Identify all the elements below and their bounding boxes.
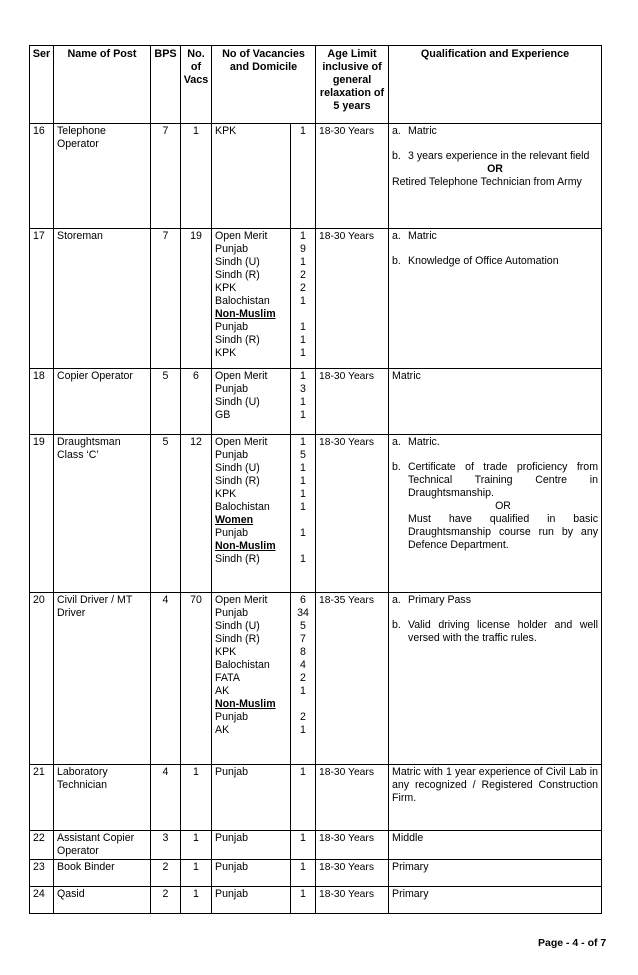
table-row <box>30 887 602 914</box>
table-row <box>30 369 602 435</box>
domicile-name: GB <box>215 409 231 421</box>
qualification-alternative: Must have qualified in basic Draughtsmanship course run by any Defence Department. <box>408 513 599 551</box>
row-ser: 19 <box>30 435 54 593</box>
domicile-count: 1 <box>300 501 306 513</box>
header-qualification: Qualification and Experience <box>389 46 602 124</box>
row-age-limit: 18-30 Years <box>316 860 389 887</box>
qualification-item-text: 3 years experience in the relevant field <box>408 150 590 162</box>
row-vacs: 1 <box>181 860 212 887</box>
table-header-row <box>30 46 602 124</box>
qualification-item-label: a. <box>392 436 401 448</box>
domicile-count: 9 <box>300 243 306 255</box>
header-ser: Ser <box>30 46 54 124</box>
domicile-count: 1 <box>300 295 306 307</box>
qualification-item <box>392 461 598 500</box>
domicile-name: AK <box>215 724 230 736</box>
row-vacs: 6 <box>181 369 212 435</box>
domicile-count <box>294 514 312 527</box>
row-qualification <box>389 860 602 887</box>
row-domicile-list <box>212 435 291 593</box>
row-post-name: Qasid <box>54 887 151 914</box>
domicile-count: 2 <box>300 282 306 294</box>
table-row <box>30 124 602 229</box>
row-post-name: Telephone Operator <box>54 124 151 229</box>
qualification-item-label: b. <box>392 255 401 267</box>
domicile-name: Punjab <box>215 888 248 900</box>
domicile-count: 7 <box>300 633 306 645</box>
domicile-name: Open Merit <box>215 230 268 242</box>
domicile-name: Open Merit <box>215 370 268 382</box>
row-qualification <box>389 229 602 369</box>
qualification-item-label: a. <box>392 230 401 242</box>
domicile-name: Sindh (U) <box>215 620 260 632</box>
row-vacs: 1 <box>181 887 212 914</box>
domicile-count: 1 <box>300 527 306 539</box>
qualification-item-text: Primary Pass <box>408 594 471 606</box>
row-domicile-counts <box>291 765 316 831</box>
domicile-count: 1 <box>300 462 306 474</box>
row-ser: 21 <box>30 765 54 831</box>
qualification-item-text: Matric <box>408 125 437 137</box>
domicile-name: Punjab <box>215 711 248 723</box>
row-bps: 7 <box>151 124 181 229</box>
qualification-text: Middle <box>392 832 424 844</box>
domicile-name: Balochistan <box>215 659 270 671</box>
row-post-name: Assistant Copier Operator <box>54 831 151 860</box>
domicile-category-heading: Non-Muslim <box>215 698 276 710</box>
domicile-name: Sindh (U) <box>215 396 260 408</box>
qualification-item <box>392 230 598 243</box>
qualification-text: Primary <box>392 861 429 873</box>
row-post-name: Laboratory Technician <box>54 765 151 831</box>
domicile-count: 1 <box>300 256 306 268</box>
domicile-count: 1 <box>300 334 306 346</box>
row-age-limit: 18-30 Years <box>316 831 389 860</box>
row-domicile-list <box>212 369 291 435</box>
qualification-item <box>392 619 598 645</box>
row-domicile-counts <box>291 887 316 914</box>
domicile-count: 2 <box>300 711 306 723</box>
domicile-count: 1 <box>300 409 306 421</box>
domicile-name: Punjab <box>215 861 248 873</box>
domicile-category-heading: Women <box>215 514 254 526</box>
row-vacs: 19 <box>181 229 212 369</box>
domicile-name: KPK <box>215 347 237 359</box>
header-vacancies-domicile: No of Vacancies and Domicile <box>212 46 316 124</box>
row-post-name: Draughtsman Class ‘C’ <box>54 435 151 593</box>
row-domicile-counts <box>291 124 316 229</box>
row-bps: 2 <box>151 887 181 914</box>
row-age-limit: 18-30 Years <box>316 124 389 229</box>
domicile-name: Punjab <box>215 832 248 844</box>
row-ser: 17 <box>30 229 54 369</box>
qualification-alternative: Retired Telephone Technician from Army <box>392 176 582 188</box>
qualification-item <box>392 125 598 138</box>
qualification-item-label: b. <box>392 461 401 473</box>
page-number: Page - 4 - of 7 <box>538 937 607 949</box>
row-bps: 4 <box>151 765 181 831</box>
row-ser: 24 <box>30 887 54 914</box>
qualification-or-separator: OR <box>487 163 503 175</box>
qualification-item-text: Valid driving license holder and well versed with the traffic rules. <box>408 619 599 644</box>
qualification-item-label: b. <box>392 150 401 162</box>
row-domicile-counts <box>291 369 316 435</box>
row-vacs: 70 <box>181 593 212 765</box>
qualification-item <box>392 255 598 268</box>
row-domicile-counts <box>291 229 316 369</box>
row-post-name: Storeman <box>54 229 151 369</box>
domicile-name: Punjab <box>215 527 248 539</box>
qualification-item-label: b. <box>392 619 401 631</box>
table-row <box>30 593 602 765</box>
row-domicile-counts <box>291 860 316 887</box>
domicile-name: Open Merit <box>215 436 268 448</box>
row-qualification <box>389 435 602 593</box>
row-domicile-counts <box>291 435 316 593</box>
domicile-count: 34 <box>297 607 309 619</box>
qualification-item-text: Certificate of trade proficiency from Technical Training Centre in Draughtsmanship. <box>408 461 599 499</box>
row-bps: 5 <box>151 369 181 435</box>
row-age-limit: 18-30 Years <box>316 229 389 369</box>
domicile-count: 2 <box>300 269 306 281</box>
domicile-count: 1 <box>300 553 306 565</box>
row-ser: 18 <box>30 369 54 435</box>
row-bps: 7 <box>151 229 181 369</box>
table-row <box>30 765 602 831</box>
row-domicile-list <box>212 887 291 914</box>
qualification-item-text: Matric <box>408 230 437 242</box>
row-domicile-counts <box>291 831 316 860</box>
domicile-count <box>294 540 312 553</box>
qualification-item <box>392 594 598 607</box>
qualification-text: Primary <box>392 888 429 900</box>
row-qualification <box>389 124 602 229</box>
domicile-name: Sindh (U) <box>215 256 260 268</box>
table-row <box>30 229 602 369</box>
domicile-name: AK <box>215 685 230 697</box>
qualification-item-label: a. <box>392 594 401 606</box>
table-row <box>30 435 602 593</box>
domicile-name: Balochistan <box>215 501 270 513</box>
domicile-count <box>294 308 312 321</box>
row-bps: 2 <box>151 860 181 887</box>
document-page <box>29 45 602 914</box>
domicile-name: Sindh (R) <box>215 334 260 346</box>
row-vacs: 1 <box>181 831 212 860</box>
domicile-count: 1 <box>300 347 306 359</box>
domicile-count: 1 <box>300 888 306 900</box>
domicile-name: Sindh (U) <box>215 462 260 474</box>
domicile-count <box>294 698 312 711</box>
domicile-count: 1 <box>300 396 306 408</box>
domicile-name: KPK <box>215 282 237 294</box>
domicile-count: 1 <box>300 475 306 487</box>
domicile-name: Punjab <box>215 449 248 461</box>
row-domicile-list <box>212 593 291 765</box>
row-ser: 20 <box>30 593 54 765</box>
domicile-name: Punjab <box>215 321 248 333</box>
row-qualification <box>389 369 602 435</box>
row-age-limit: 18-30 Years <box>316 887 389 914</box>
row-qualification <box>389 887 602 914</box>
domicile-count: 1 <box>300 832 306 844</box>
row-post-name: Civil Driver / MT Driver <box>54 593 151 765</box>
row-vacs: 1 <box>181 124 212 229</box>
domicile-category-heading: Non-Muslim <box>215 308 276 320</box>
domicile-name: Punjab <box>215 243 248 255</box>
row-domicile-list <box>212 124 291 229</box>
domicile-count: 5 <box>300 620 306 632</box>
domicile-category-heading: Non-Muslim <box>215 540 276 552</box>
domicile-name: Open Merit <box>215 594 268 606</box>
domicile-count: 1 <box>300 436 306 448</box>
qualification-text: Matric <box>392 370 421 382</box>
qualification-or-separator: OR <box>495 500 511 512</box>
row-domicile-list <box>212 765 291 831</box>
domicile-count: 1 <box>300 321 306 333</box>
table-row <box>30 860 602 887</box>
domicile-count: 1 <box>300 230 306 242</box>
row-vacs: 12 <box>181 435 212 593</box>
qualification-item <box>392 150 598 163</box>
domicile-count: 1 <box>300 861 306 873</box>
domicile-name: Sindh (R) <box>215 269 260 281</box>
header-age-limit: Age Limit inclusive of general relaxation of 5 years <box>316 46 389 124</box>
row-domicile-counts <box>291 593 316 765</box>
domicile-name: KPK <box>215 488 237 500</box>
row-age-limit: 18-30 Years <box>316 435 389 593</box>
domicile-name: Sindh (R) <box>215 475 260 487</box>
row-qualification <box>389 831 602 860</box>
table-row <box>30 831 602 860</box>
domicile-count: 6 <box>300 594 306 606</box>
qualification-item <box>392 436 598 449</box>
domicile-count: 1 <box>300 685 306 697</box>
row-ser: 23 <box>30 860 54 887</box>
row-domicile-list <box>212 831 291 860</box>
domicile-name: KPK <box>215 646 237 658</box>
header-bps: BPS <box>151 46 181 124</box>
domicile-count: 1 <box>300 125 306 137</box>
domicile-count: 1 <box>300 488 306 500</box>
row-domicile-list <box>212 860 291 887</box>
row-bps: 4 <box>151 593 181 765</box>
row-vacs: 1 <box>181 765 212 831</box>
domicile-name: FATA <box>215 672 240 684</box>
row-age-limit: 18-30 Years <box>316 369 389 435</box>
domicile-count: 4 <box>300 659 306 671</box>
qualification-item-text: Matric. <box>408 436 440 448</box>
domicile-name: Punjab <box>215 766 248 778</box>
header-no-of-vacs: No. of Vacs <box>181 46 212 124</box>
domicile-count: 1 <box>300 766 306 778</box>
domicile-name: KPK <box>215 125 237 137</box>
row-post-name: Book Binder <box>54 860 151 887</box>
row-qualification <box>389 765 602 831</box>
row-bps: 5 <box>151 435 181 593</box>
row-domicile-list <box>212 229 291 369</box>
domicile-name: Punjab <box>215 607 248 619</box>
domicile-count: 2 <box>300 672 306 684</box>
row-age-limit: 18-35 Years <box>316 593 389 765</box>
row-bps: 3 <box>151 831 181 860</box>
domicile-name: Sindh (R) <box>215 553 260 565</box>
domicile-count: 1 <box>300 724 306 736</box>
row-post-name: Copier Operator <box>54 369 151 435</box>
qualification-item-label: a. <box>392 125 401 137</box>
domicile-count: 1 <box>300 370 306 382</box>
domicile-name: Sindh (R) <box>215 633 260 645</box>
domicile-count: 8 <box>300 646 306 658</box>
domicile-count: 5 <box>300 449 306 461</box>
row-ser: 22 <box>30 831 54 860</box>
vacancy-table <box>29 45 602 914</box>
row-ser: 16 <box>30 124 54 229</box>
domicile-count: 3 <box>300 383 306 395</box>
row-qualification <box>389 593 602 765</box>
qualification-item-text: Knowledge of Office Automation <box>408 255 559 267</box>
qualification-text: Matric with 1 year experience of Civil Lab in any recognized / Registered Construction Firm. <box>392 766 599 804</box>
domicile-name: Punjab <box>215 383 248 395</box>
header-name-of-post: Name of Post <box>54 46 151 124</box>
domicile-name: Balochistan <box>215 295 270 307</box>
row-age-limit: 18-30 Years <box>316 765 389 831</box>
